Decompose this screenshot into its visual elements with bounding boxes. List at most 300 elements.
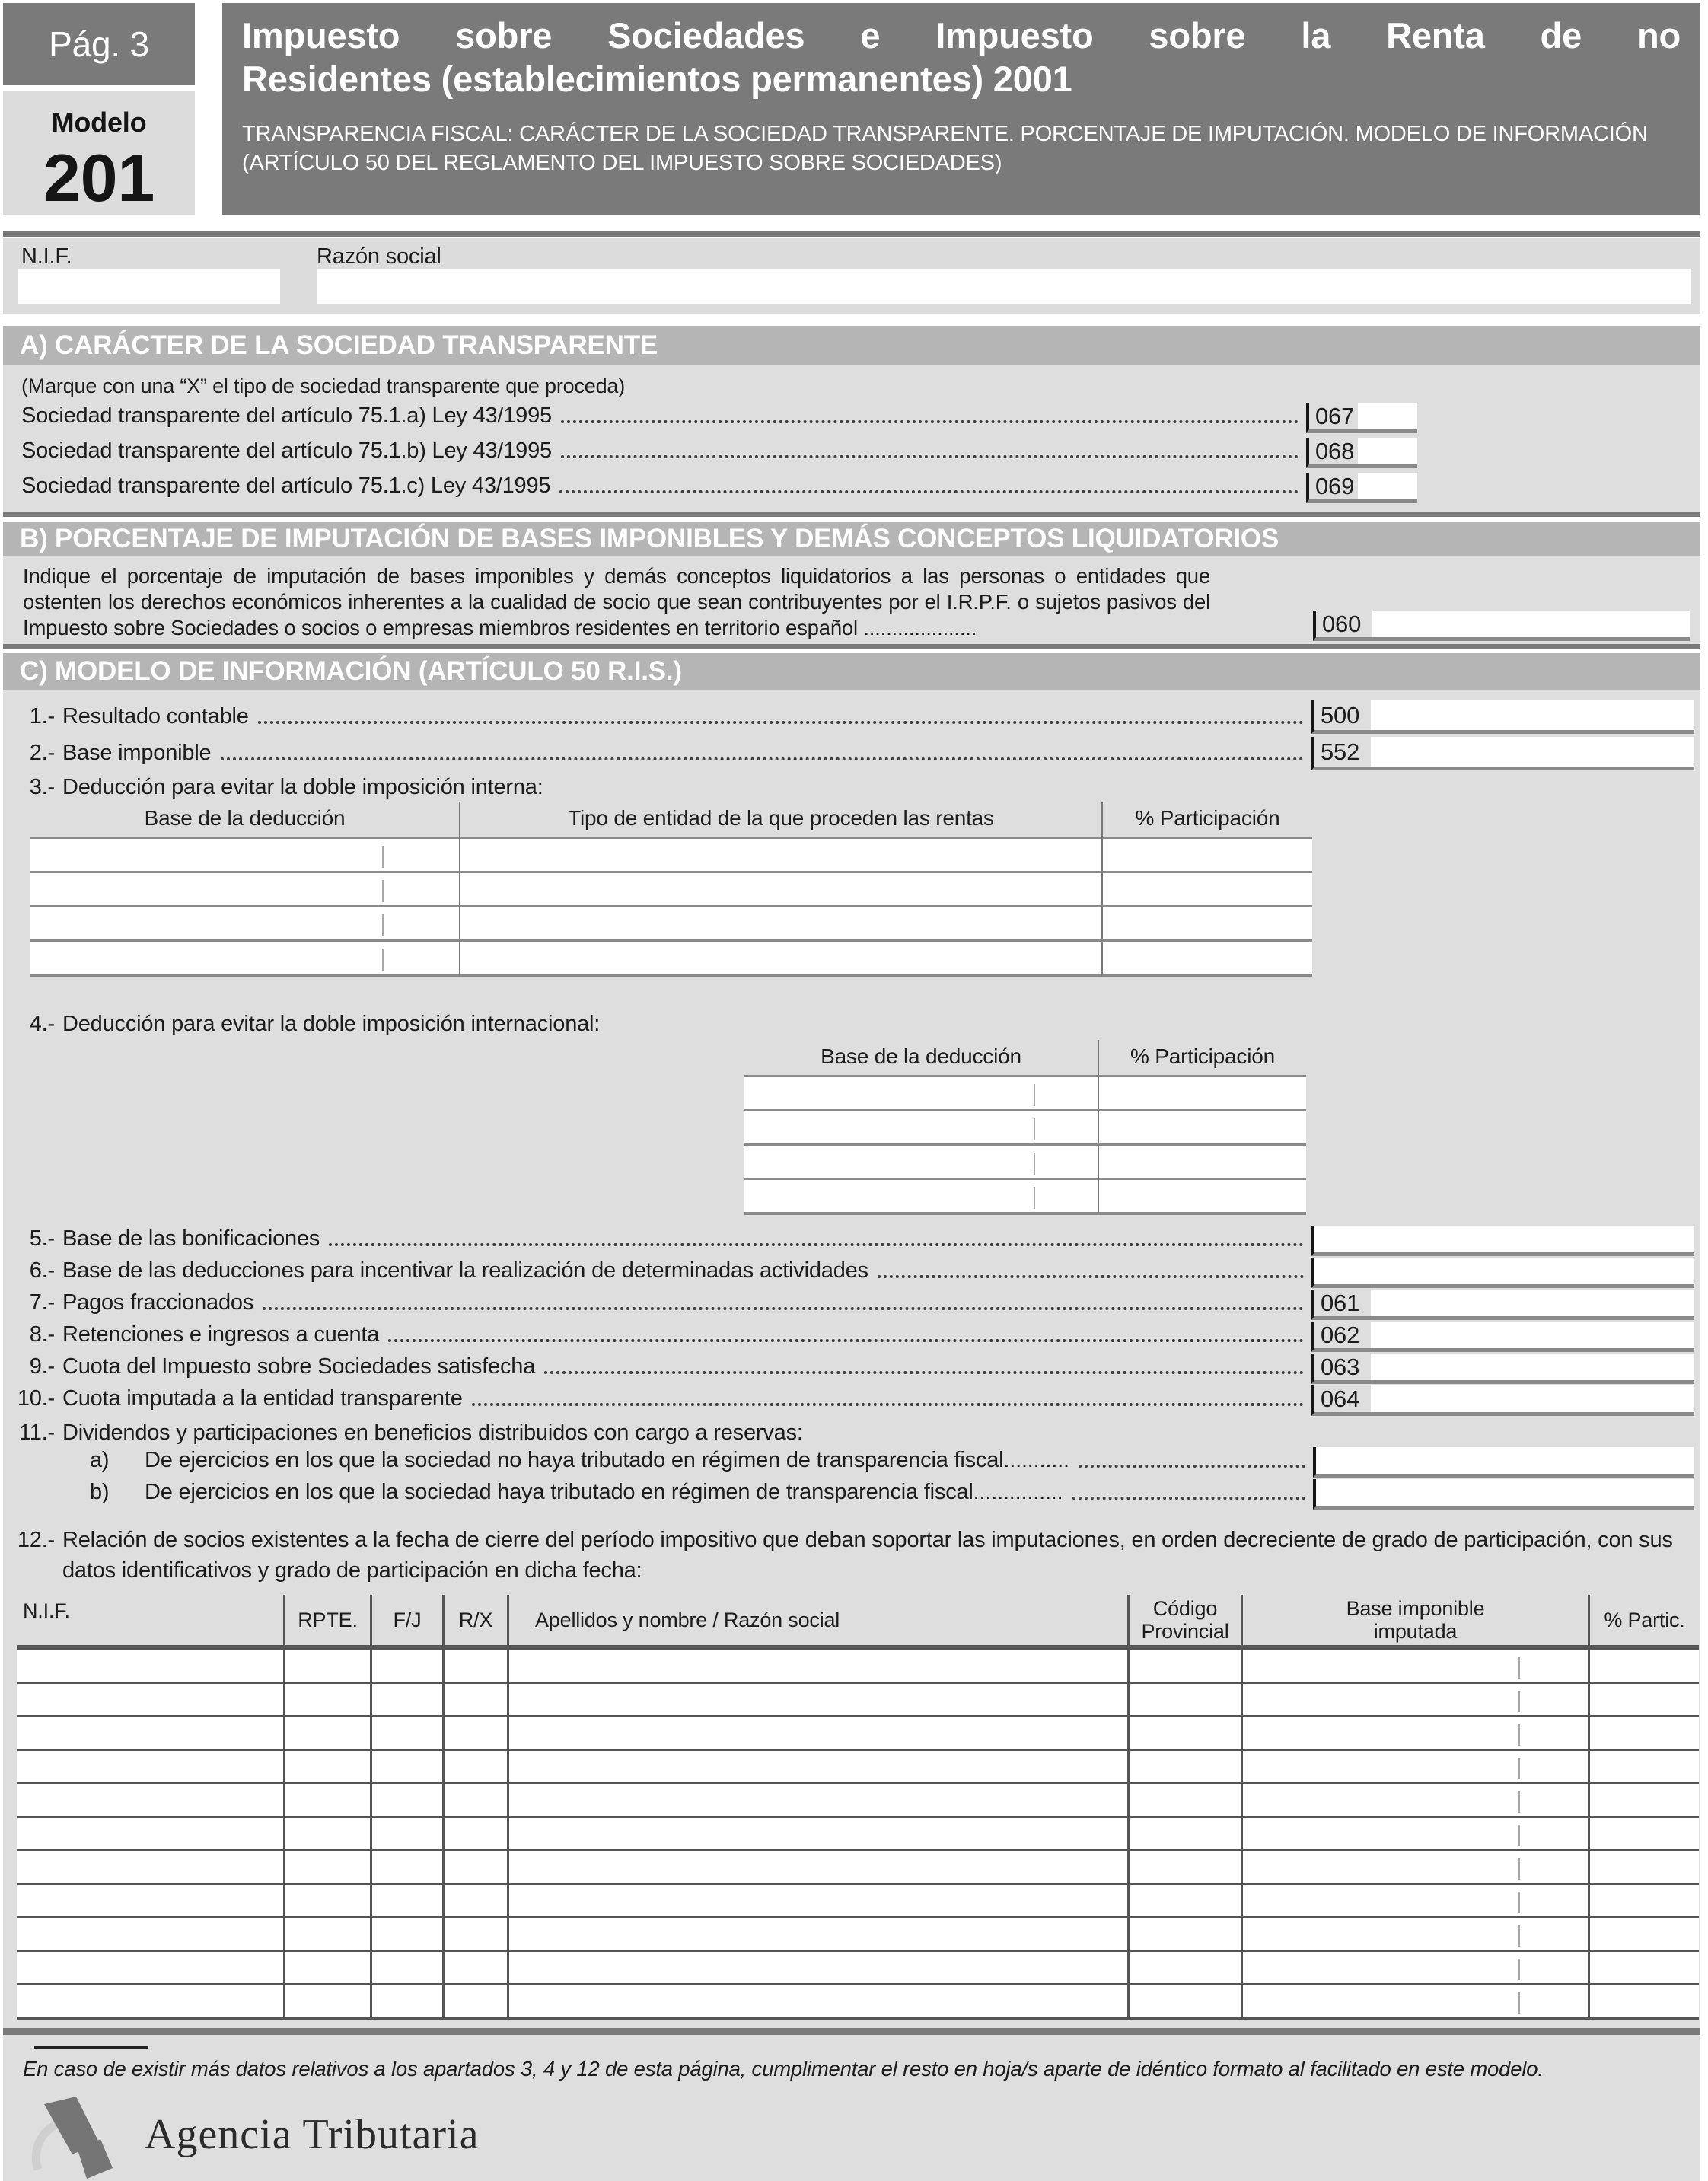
base-deduccion-cell[interactable] <box>744 1075 1098 1109</box>
cuota-imputada-input[interactable] <box>1371 1385 1694 1412</box>
identification-band <box>3 238 1700 314</box>
mark-input-069[interactable] <box>1358 473 1417 499</box>
tipo-entidad-cell[interactable] <box>459 939 1101 974</box>
society-type-label: Sociedad transparente del artículo 75.1.c) Ley 43/1995 <box>21 474 551 498</box>
cents-separator <box>1518 1925 1520 1947</box>
code-label: 061 <box>1321 1289 1360 1316</box>
column-header-rpte: RPTE. <box>283 1595 370 1645</box>
column-header: Base de la deducción <box>821 1044 1021 1068</box>
cents-separator <box>1518 1791 1520 1813</box>
socios-rows <box>3 1648 1700 2017</box>
section-b-body <box>3 556 1700 644</box>
rpte-cell[interactable] <box>283 1749 370 1782</box>
table-row <box>30 871 1312 905</box>
socio-row <box>17 1916 1699 1950</box>
item-label: Dividendos y participaciones en beneficios distribuidos con cargo a reservas: <box>62 1421 803 1445</box>
dotted-leader <box>544 1371 1304 1374</box>
socio-row <box>17 1883 1699 1916</box>
nif-input[interactable] <box>18 269 280 304</box>
nif-cell[interactable] <box>17 1883 283 1916</box>
item-number: 5.- <box>29 1226 55 1251</box>
item-5-row <box>11 1224 1694 1256</box>
item-11-row <box>11 1421 1694 1446</box>
base-deduccion-cell[interactable] <box>30 939 459 974</box>
rx-cell[interactable] <box>442 1648 507 1682</box>
codigo-provincial-cell[interactable] <box>1127 1849 1241 1883</box>
fj-cell[interactable] <box>370 1648 442 1682</box>
codigo-provincial-cell[interactable] <box>1127 1983 1241 2017</box>
rx-cell[interactable] <box>442 1816 507 1849</box>
form-title-banner <box>222 3 1700 215</box>
dotted-leader <box>878 1275 1304 1278</box>
dotted-leader <box>1072 1497 1305 1500</box>
table-row <box>30 905 1312 939</box>
rx-cell[interactable] <box>442 1983 507 2017</box>
table-row <box>744 1178 1306 1212</box>
code-box-064 <box>1311 1385 1694 1416</box>
socio-row <box>17 1950 1699 1983</box>
nif-cell[interactable] <box>17 1749 283 1782</box>
code-box-068 <box>1306 438 1417 468</box>
table-bottom-border <box>744 1212 1306 1215</box>
society-type-label: Sociedad transparente del artículo 75.1.a) Ley 43/1995 <box>21 403 552 428</box>
item-number: 7.- <box>29 1290 55 1315</box>
dotted-leader <box>561 455 1299 458</box>
apellidos-cell[interactable] <box>507 1916 1127 1950</box>
partic-cell[interactable] <box>1588 1816 1699 1849</box>
partic-cell[interactable] <box>1588 1950 1699 1983</box>
code-box-060 <box>1313 611 1690 641</box>
base-imputada-cell[interactable] <box>1241 1648 1588 1682</box>
item-number: 8.- <box>29 1322 55 1347</box>
sub-item-letter: a) <box>90 1448 110 1472</box>
section-c-body <box>3 690 1700 2181</box>
item-number: 1.- <box>29 704 55 729</box>
cents-separator <box>1034 1084 1035 1106</box>
fj-cell[interactable] <box>370 1816 442 1849</box>
page-number-label: Pág. 3 <box>49 24 149 64</box>
fj-cell[interactable] <box>370 1983 442 2017</box>
model-badge <box>3 91 195 215</box>
item-11b-row <box>3 1478 1694 1510</box>
column-header-apellidos: Apellidos y nombre / Razón social <box>507 1595 1127 1645</box>
nif-cell[interactable] <box>17 1715 283 1749</box>
column-header-nif: N.I.F. <box>23 1599 70 1622</box>
rx-cell[interactable] <box>442 1950 507 1983</box>
apellidos-cell[interactable] <box>507 1749 1127 1782</box>
cents-separator <box>1518 1657 1520 1679</box>
participacion-cell[interactable] <box>1101 837 1312 871</box>
tipo-entidad-cell[interactable] <box>459 871 1101 905</box>
code-label: 552 <box>1321 738 1360 765</box>
fj-cell[interactable] <box>370 1849 442 1883</box>
codigo-provincial-cell[interactable] <box>1127 1648 1241 1682</box>
section-divider <box>3 644 1700 649</box>
base-deduccion-cell[interactable] <box>744 1178 1098 1212</box>
deduccion-interna-rows <box>3 837 1700 974</box>
cents-separator <box>1518 1892 1520 1913</box>
sub-item-label: De ejercicios en los que la sociedad no haya tributado en régimen de transparencia fiscal........... <box>145 1448 1069 1472</box>
code-box-062 <box>1311 1322 1694 1352</box>
razon-social-label: Razón social <box>317 244 441 269</box>
code-label: 062 <box>1321 1321 1360 1348</box>
rx-cell[interactable] <box>442 1916 507 1950</box>
section-a-body <box>3 365 1700 512</box>
item-label: Resultado contable <box>62 704 249 729</box>
agency-name: Agencia Tributaria <box>145 2111 480 2158</box>
model-number: 201 <box>43 140 155 215</box>
base-imputada-cell[interactable] <box>1241 1715 1588 1749</box>
rpte-cell[interactable] <box>283 1648 370 1682</box>
codigo-provincial-cell[interactable] <box>1127 1816 1241 1849</box>
table-row <box>30 837 1312 871</box>
nif-label: N.I.F. <box>21 244 72 269</box>
mark-input-067[interactable] <box>1358 403 1417 429</box>
participacion-cell[interactable] <box>1101 871 1312 905</box>
participacion-cell[interactable] <box>1101 905 1312 939</box>
dotted-leader <box>388 1339 1304 1342</box>
socio-row <box>17 1682 1699 1715</box>
razon-social-input[interactable] <box>317 269 1691 304</box>
code-label: 069 <box>1315 472 1355 499</box>
form-subtitle: TRANSPARENCIA FISCAL: CARÁCTER DE LA SOCIEDAD TRANSPARENTE. PORCENTAJE DE IMPUTACIÓN. MODELO DE INFORMACIÓN (ARTÍCULO 50 DEL REGLAMENTO DEL IMPUESTO SOBRE SOCIEDADES) <box>242 121 1648 175</box>
mark-input-068[interactable] <box>1358 438 1417 464</box>
code-label: 068 <box>1315 437 1355 464</box>
socio-row <box>17 1749 1699 1782</box>
socio-row <box>17 1648 1699 1682</box>
base-imputada-cell[interactable] <box>1241 1782 1588 1816</box>
participacion-cell[interactable] <box>1101 939 1312 974</box>
amount-box <box>1313 1479 1694 1510</box>
rpte-cell[interactable] <box>283 1950 370 1983</box>
socios-table-bottom <box>17 2017 1699 2020</box>
cents-separator <box>382 846 384 868</box>
base-imputada-cell[interactable] <box>1241 1950 1588 1983</box>
item-label: Deducción para evitar la doble imposición internacional: <box>62 1012 601 1036</box>
cents-separator <box>1518 1691 1520 1712</box>
apellidos-cell[interactable] <box>507 1782 1127 1816</box>
nif-cell[interactable] <box>17 1916 283 1950</box>
column-header: Tipo de entidad de la que proceden las rentas <box>459 802 1101 837</box>
item-number: 6.- <box>29 1258 55 1283</box>
fj-cell[interactable] <box>370 1782 442 1816</box>
table-row <box>744 1075 1306 1109</box>
society-type-row-b <box>21 433 1417 468</box>
item-label: Base de las bonificaciones <box>62 1226 320 1251</box>
cuota-satisfecha-input[interactable] <box>1371 1354 1694 1380</box>
nif-cell[interactable] <box>17 1682 283 1715</box>
code-box-552 <box>1311 737 1694 770</box>
cents-separator <box>1518 1825 1520 1846</box>
dotted-leader <box>258 721 1304 724</box>
column-header-fj: F/J <box>370 1595 442 1645</box>
apellidos-cell[interactable] <box>507 1950 1127 1983</box>
society-type-row-c <box>21 468 1417 503</box>
partic-cell[interactable] <box>1588 1883 1699 1916</box>
socio-row <box>17 1715 1699 1749</box>
deduccion-internacional-rows <box>3 1075 1700 1212</box>
item-12-row <box>11 1525 1678 1586</box>
section-b-paragraph: Indique el porcentaje de imputación de bases imponibles y demás conceptos liquidatorios a las personas o entidades que ostenten los derechos económicos inherentes a la cualidad de socio que sean contribuyentes por el I.R.P.F. o sujetos pasivos del Impuesto sobre Sociedades o socios o empresas miembros residentes en territorio español .................... <box>23 564 1210 639</box>
socios-table <box>17 1595 1699 1648</box>
participacion-cell[interactable] <box>1098 1143 1306 1178</box>
base-imputada-cell[interactable] <box>1241 1849 1588 1883</box>
section-c-title: C) MODELO DE INFORMACIÓN (ARTÍCULO 50 R.I.S.) <box>20 656 682 686</box>
nif-cell[interactable] <box>17 1849 283 1883</box>
item-label: Cuota imputada a la entidad transparente <box>62 1386 463 1411</box>
society-type-label: Sociedad transparente del artículo 75.1.b) Ley 43/1995 <box>21 438 552 463</box>
item-6-row <box>11 1256 1694 1288</box>
rx-cell[interactable] <box>442 1682 507 1715</box>
codigo-provincial-cell[interactable] <box>1127 1782 1241 1816</box>
column-header-rx: R/X <box>442 1595 507 1645</box>
cents-separator <box>1034 1118 1035 1140</box>
base-imponible-input[interactable] <box>1371 737 1694 767</box>
item-number: 9.- <box>29 1354 55 1379</box>
amount-box <box>1311 1258 1694 1288</box>
base-deduccion-cell[interactable] <box>744 1143 1098 1178</box>
nif-cell[interactable] <box>17 1950 283 1983</box>
item-label: Deducción para evitar la doble imposición interna: <box>62 775 543 799</box>
column-header-partic: % Partic. <box>1588 1595 1699 1645</box>
dotted-leader <box>329 1243 1304 1246</box>
sub-item-label: De ejercicios en los que la sociedad haya tributado en régimen de transparencia fiscal............... <box>145 1480 1063 1504</box>
codigo-provincial-cell[interactable] <box>1127 1950 1241 1983</box>
cents-separator <box>1518 1858 1520 1880</box>
rx-cell[interactable] <box>442 1883 507 1916</box>
base-imputada-cell[interactable] <box>1241 1816 1588 1849</box>
rx-cell[interactable] <box>442 1849 507 1883</box>
code-label: 500 <box>1321 701 1360 729</box>
item-4-row <box>11 1012 1694 1037</box>
base-bonificaciones-input[interactable] <box>1314 1226 1694 1252</box>
nif-cell[interactable] <box>17 1648 283 1682</box>
code-box-061 <box>1311 1290 1694 1320</box>
item-label: Base imponible <box>62 741 212 765</box>
codigo-provincial-cell[interactable] <box>1127 1883 1241 1916</box>
footnote-rule <box>34 2046 148 2049</box>
partic-cell[interactable] <box>1588 1849 1699 1883</box>
column-header: Base de la deducción <box>144 806 346 830</box>
column-header: % Participación <box>1098 1040 1306 1075</box>
code-label: 063 <box>1321 1353 1360 1380</box>
base-imputada-cell[interactable] <box>1241 1682 1588 1715</box>
base-deduccion-cell[interactable] <box>30 871 459 905</box>
fj-cell[interactable] <box>370 1883 442 1916</box>
rx-cell[interactable] <box>442 1782 507 1816</box>
rpte-cell[interactable] <box>283 1849 370 1883</box>
participacion-cell[interactable] <box>1098 1075 1306 1109</box>
base-imputada-cell[interactable] <box>1241 1883 1588 1916</box>
percent-imputacion-input[interactable] <box>1372 611 1690 637</box>
partic-cell[interactable] <box>1588 1916 1699 1950</box>
apellidos-cell[interactable] <box>507 1816 1127 1849</box>
partic-cell[interactable] <box>1588 1682 1699 1715</box>
dotted-leader <box>559 490 1299 493</box>
apellidos-cell[interactable] <box>507 1715 1127 1749</box>
item-2-row <box>11 734 1694 770</box>
item-10-row <box>11 1384 1694 1416</box>
nif-cell[interactable] <box>17 1983 283 2017</box>
header-divider <box>3 231 1700 237</box>
section-a-header <box>3 326 1700 365</box>
item-7-row <box>11 1288 1694 1320</box>
item-number: 2.- <box>29 741 55 765</box>
section-a-instruction: (Marque con una “X” el tipo de sociedad transparente que proceda) <box>21 375 625 397</box>
partic-cell[interactable] <box>1588 1749 1699 1782</box>
item-number: 10.- <box>17 1386 55 1411</box>
participacion-cell[interactable] <box>1098 1109 1306 1143</box>
tipo-entidad-cell[interactable] <box>459 905 1101 939</box>
table-row <box>744 1143 1306 1178</box>
cents-separator <box>1518 1758 1520 1779</box>
socio-row <box>17 1816 1699 1849</box>
cents-separator <box>382 949 384 971</box>
society-type-row-a <box>21 398 1417 433</box>
base-deducciones-input[interactable] <box>1314 1258 1694 1284</box>
dividendos-a-input[interactable] <box>1316 1447 1694 1474</box>
form-title-line2: Residentes (establecimientos permanentes) 2001 <box>242 59 1072 100</box>
dotted-leader <box>221 757 1305 760</box>
sub-item-letter: b) <box>90 1480 110 1504</box>
dotted-leader <box>472 1403 1304 1406</box>
code-label: 064 <box>1321 1385 1360 1412</box>
code-box-063 <box>1311 1354 1694 1384</box>
agencia-tributaria-logo <box>30 2093 133 2181</box>
code-box-069 <box>1306 473 1417 503</box>
table-row <box>744 1109 1306 1143</box>
nif-cell[interactable] <box>17 1782 283 1816</box>
footnote-text: En caso de existir más datos relativos a los apartados 3, 4 y 12 de esta página, cumplimentar el resto en hoja/s aparte de idéntico formato al facilitado en este modelo. <box>23 2057 1544 2081</box>
cents-separator <box>1034 1187 1035 1209</box>
column-header-codigo-provincial: Código Provincial <box>1127 1595 1241 1645</box>
rpte-cell[interactable] <box>283 1916 370 1950</box>
table-row <box>30 939 1312 974</box>
section-a-title: A) CARÁCTER DE LA SOCIEDAD TRANSPARENTE <box>20 330 658 360</box>
base-deduccion-cell[interactable] <box>30 905 459 939</box>
pagos-fraccionados-input[interactable] <box>1371 1290 1694 1316</box>
section-divider <box>3 512 1700 517</box>
apellidos-cell[interactable] <box>507 1648 1127 1682</box>
rx-cell[interactable] <box>442 1715 507 1749</box>
item-label: Pagos fraccionados <box>62 1290 254 1315</box>
item-label: Cuota del Impuesto sobre Sociedades satisfecha <box>62 1354 536 1379</box>
partic-cell[interactable] <box>1588 1648 1699 1682</box>
item-number: 4.- <box>29 1012 55 1036</box>
base-imputada-cell[interactable] <box>1241 1983 1588 2017</box>
rpte-cell[interactable] <box>283 1816 370 1849</box>
model-word: Modelo <box>51 107 147 138</box>
rx-cell[interactable] <box>442 1749 507 1782</box>
dotted-leader <box>1079 1465 1305 1468</box>
item-label: Relación de socios existentes a la fecha de cierre del período impositivo que deban soportar las imputaciones, en orden decreciente de grado de participación, con sus datos identificativos y grado de participación en dicha fecha: <box>62 1528 1673 1583</box>
amount-box <box>1311 1226 1694 1256</box>
resultado-contable-input[interactable] <box>1371 700 1694 730</box>
cents-separator <box>382 880 384 902</box>
section-c-header <box>3 653 1700 690</box>
cents-separator <box>382 914 384 936</box>
code-label: 060 <box>1322 610 1362 637</box>
codigo-provincial-cell[interactable] <box>1127 1916 1241 1950</box>
apellidos-cell[interactable] <box>507 1682 1127 1715</box>
retenciones-input[interactable] <box>1371 1322 1694 1348</box>
rpte-cell[interactable] <box>283 1883 370 1916</box>
fj-cell[interactable] <box>370 1682 442 1715</box>
section-b-title: B) PORCENTAJE DE IMPUTACIÓN DE BASES IMPONIBLES Y DEMÁS CONCEPTOS LIQUIDATORIOS <box>20 524 1279 553</box>
column-header: % Participación <box>1101 802 1312 837</box>
nif-cell[interactable] <box>17 1816 283 1849</box>
column-header-base-imputada: Base imponible imputada <box>1241 1595 1588 1645</box>
form-title-line1: Impuesto sobre Sociedades e Impuesto sobre la Renta de no <box>242 15 1681 56</box>
item-1-row <box>11 697 1694 734</box>
footer-divider <box>3 2028 1700 2035</box>
item-number: 12.- <box>17 1528 55 1552</box>
rpte-cell[interactable] <box>283 1983 370 2017</box>
socio-row <box>17 1983 1699 2017</box>
partic-cell[interactable] <box>1588 1983 1699 2017</box>
cents-separator <box>1518 1724 1520 1746</box>
partic-cell[interactable] <box>1588 1715 1699 1749</box>
code-label: 067 <box>1315 402 1355 429</box>
fj-cell[interactable] <box>370 1749 442 1782</box>
base-deduccion-cell[interactable] <box>744 1109 1098 1143</box>
cents-separator <box>1518 1959 1520 1980</box>
codigo-provincial-cell[interactable] <box>1127 1715 1241 1749</box>
fj-cell[interactable] <box>370 1916 442 1950</box>
deduccion-interna-table <box>30 802 1312 837</box>
cents-separator <box>1518 1992 1520 2014</box>
item-9-row <box>11 1352 1694 1384</box>
item-number: 3.- <box>29 775 55 799</box>
item-11a-row <box>3 1446 1694 1478</box>
rpte-cell[interactable] <box>283 1715 370 1749</box>
rpte-cell[interactable] <box>283 1682 370 1715</box>
deduccion-internacional-table <box>744 1040 1306 1075</box>
item-label: Retenciones e ingresos a cuenta <box>62 1322 380 1347</box>
item-label: Base de las deducciones para incentivar la realización de determinadas actividades <box>62 1258 868 1283</box>
cents-separator <box>1034 1153 1035 1175</box>
codigo-provincial-cell[interactable] <box>1127 1749 1241 1782</box>
table-bottom-border <box>30 974 1312 977</box>
base-imputada-cell[interactable] <box>1241 1749 1588 1782</box>
socio-row <box>17 1782 1699 1816</box>
base-imputada-cell[interactable] <box>1241 1916 1588 1950</box>
fj-cell[interactable] <box>370 1715 442 1749</box>
apellidos-cell[interactable] <box>507 1883 1127 1916</box>
item-3-row <box>11 775 1694 800</box>
dividendos-b-input[interactable] <box>1316 1479 1694 1506</box>
dotted-leader <box>561 420 1299 423</box>
code-box-500 <box>1311 700 1694 734</box>
dotted-leader <box>263 1307 1304 1310</box>
tipo-entidad-cell[interactable] <box>459 837 1101 871</box>
rpte-cell[interactable] <box>283 1782 370 1816</box>
item-8-row <box>11 1320 1694 1352</box>
partic-cell[interactable] <box>1588 1782 1699 1816</box>
socio-row <box>17 1849 1699 1883</box>
base-deduccion-cell[interactable] <box>30 837 459 871</box>
codigo-provincial-cell[interactable] <box>1127 1682 1241 1715</box>
page-number-badge <box>3 3 195 85</box>
fj-cell[interactable] <box>370 1950 442 1983</box>
code-box-067 <box>1306 403 1417 433</box>
amount-box <box>1313 1447 1694 1478</box>
section-b-header <box>3 522 1700 556</box>
item-number: 11.- <box>18 1421 55 1445</box>
participacion-cell[interactable] <box>1098 1178 1306 1212</box>
apellidos-cell[interactable] <box>507 1849 1127 1883</box>
apellidos-cell[interactable] <box>507 1983 1127 2017</box>
